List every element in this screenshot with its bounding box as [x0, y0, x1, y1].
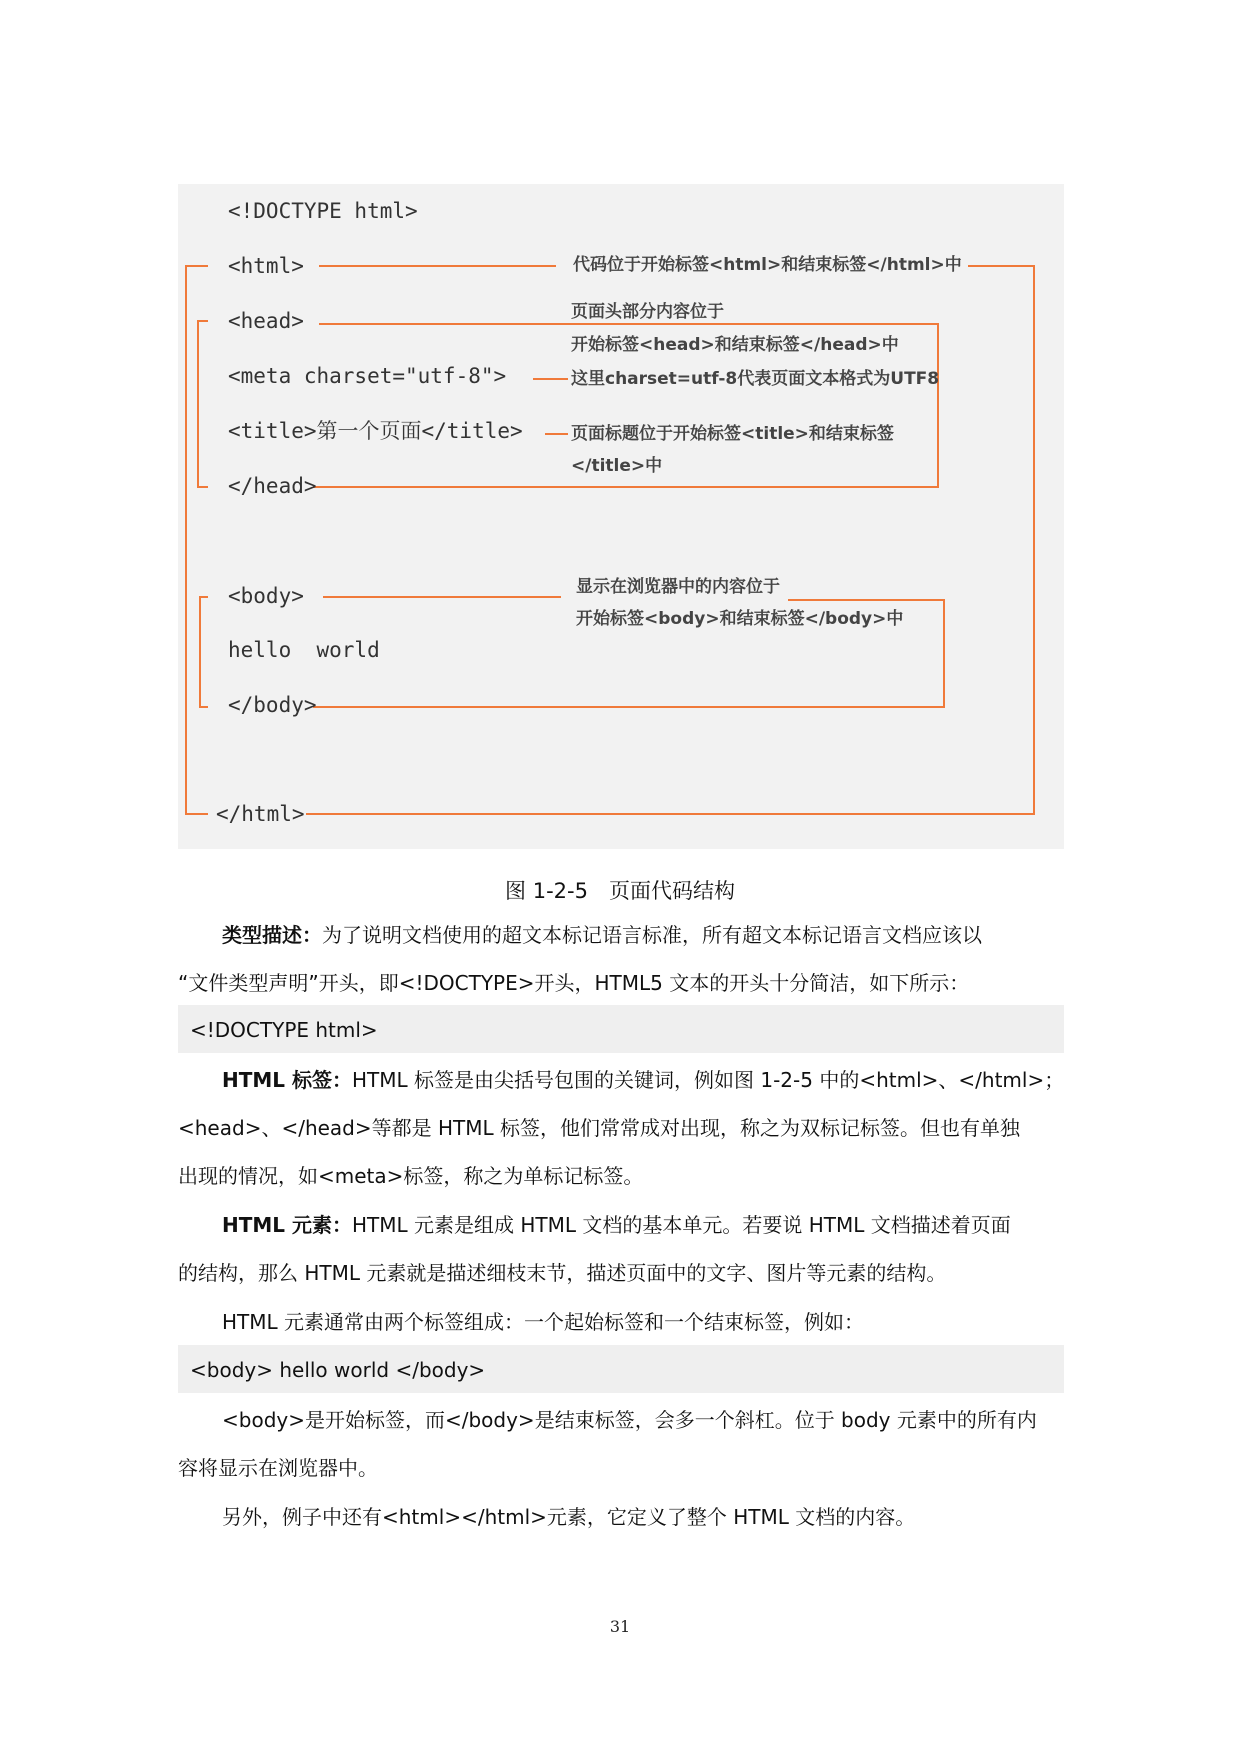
- paragraph-tags-line2: <head>、</head>等都是 HTML 标签，他们常常成对出现，称之为双标记标签。但也有单独: [178, 1116, 1021, 1140]
- paragraph-html-element: 另外，例子中还有<html></html>元素，它定义了整个 HTML 文档的内容。: [222, 1505, 916, 1529]
- bracket-lines: [178, 184, 1064, 849]
- paragraph-doctype-line2: “文件类型声明”开头，即<!DOCTYPE>开头，HTML5 文本的开头十分简洁，如下所示：: [178, 971, 970, 995]
- code-line-title: <title>第一个页面</title>: [228, 419, 523, 443]
- code-line-body-open: <body>: [228, 584, 304, 608]
- paragraph-tags-line3: 出现的情况，如<meta>标签，称之为单标记标签。: [178, 1164, 644, 1188]
- paragraph-element-tags: HTML 元素通常由两个标签组成：一个起始标签和一个结束标签，例如：: [222, 1310, 865, 1334]
- annotation-body-1: 显示在浏览器中的内容位于: [576, 577, 780, 597]
- annotation-title-1: 页面标题位于开始标签<title>和结束标签: [571, 424, 894, 444]
- code-line-html-close: </html>: [216, 802, 305, 826]
- term-html-element: HTML 元素：: [222, 1213, 352, 1237]
- code-line-hello-world: hello world: [228, 638, 380, 662]
- paragraph-tags: [222, 1070, 1064, 1090]
- annotation-meta: 这里charset=utf-8代表页面文本格式为UTF8: [571, 369, 940, 389]
- annotation-body-2: 开始标签<body>和结束标签</body>中: [576, 609, 904, 629]
- code-example-body: [178, 1345, 1064, 1393]
- code-example-doctype: [178, 1005, 1064, 1053]
- paragraph-body: <body>是开始标签，而</body>是结束标签，会多一个斜杠。位于 body 元素中的所有内: [222, 1408, 1037, 1432]
- code-line-doctype: <!DOCTYPE html>: [228, 199, 418, 223]
- page-number: 31: [609, 1617, 631, 1636]
- annotation-html: 代码位于开始标签<html>和结束标签</html>中: [573, 255, 962, 275]
- code-line-head-open: <head>: [228, 309, 304, 333]
- code-line-html-open: <html>: [228, 254, 304, 278]
- code-example-body-text: <body> hello world </body>: [190, 1358, 486, 1382]
- code-line-head-close: </head>: [228, 474, 317, 498]
- figure-caption: 图 1-2-5 页面代码结构: [505, 879, 735, 903]
- annotation-head-2: 开始标签<head>和结束标签</head>中: [571, 335, 899, 355]
- code-structure-figure: [178, 184, 1064, 849]
- term-doctype: 类型描述：: [222, 923, 322, 947]
- annotation-title-2: </title>中: [571, 456, 663, 476]
- paragraph-body-line2: 容将显示在浏览器中。: [178, 1456, 378, 1480]
- term-html-tag: HTML 标签：: [222, 1068, 352, 1092]
- paragraph-doctype-text: 为了说明文档使用的超文本标记语言标准，所有超文本标记语言文档应该以: [322, 923, 982, 947]
- paragraph-elements-text: HTML 元素是组成 HTML 文档的基本单元。若要说 HTML 文档描述着页面: [352, 1213, 1011, 1237]
- paragraph-doctype: [222, 925, 1064, 945]
- annotation-head-1: 页面头部分内容位于: [571, 302, 724, 322]
- code-line-body-close: </body>: [228, 693, 317, 717]
- paragraph-elements-line2: 的结构，那么 HTML 元素就是描述细枝末节，描述页面中的文字、图片等元素的结构。: [178, 1261, 947, 1285]
- code-example-doctype-text: <!DOCTYPE html>: [190, 1018, 378, 1042]
- code-line-meta: <meta charset="utf-8">: [228, 364, 507, 388]
- paragraph-tags-text: HTML 标签是由尖括号包围的关键词，例如图 1-2-5 中的<html>、</html>；: [352, 1068, 1065, 1092]
- paragraph-elements: [222, 1215, 1064, 1235]
